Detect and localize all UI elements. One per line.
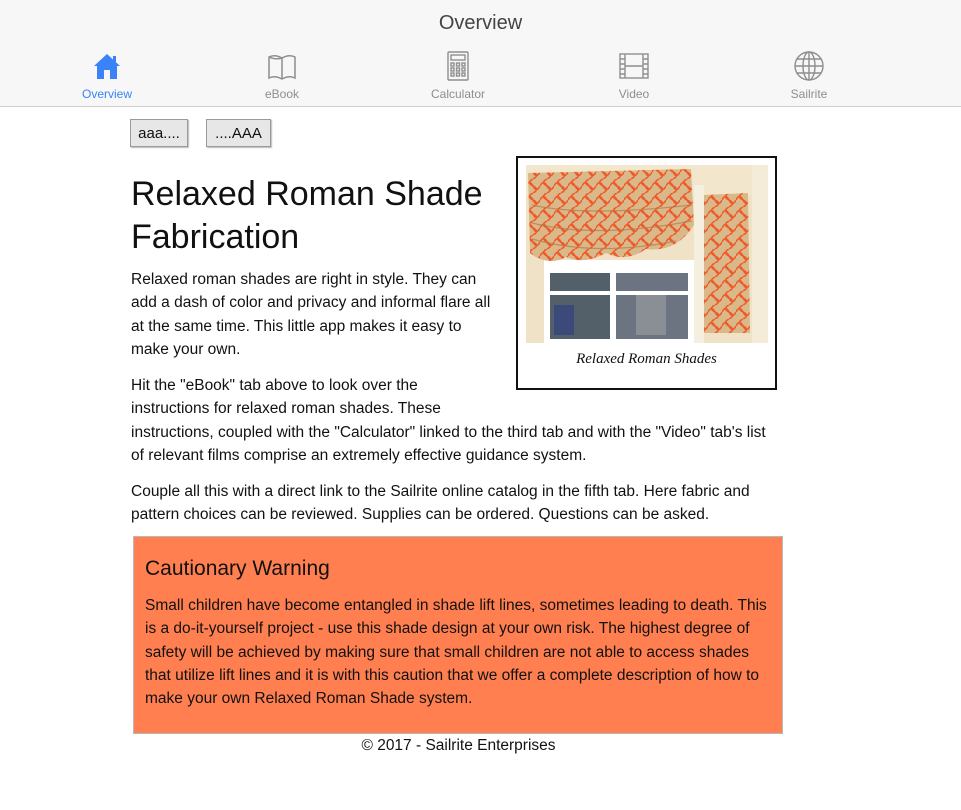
globe-icon xyxy=(793,50,825,82)
calculator-icon xyxy=(442,50,474,82)
tab-sailrite[interactable] xyxy=(749,50,869,104)
catalog-paragraph: Couple all this with a direct link to the Sailrite online catalog in the fifth tab. Here fabric and pattern choices can be reviewed. Supplies can be ordered. Questions can be asked. xyxy=(131,483,750,524)
shade-photo-figure xyxy=(516,156,777,390)
book-icon xyxy=(266,50,298,82)
instructions-paragraph-text: Hit the "eBook" tab above to look over the instructions for relaxed roman shades. These instructions, coupled with the "Calculator" linked to the third tab and with the "Video" tab's list of relevant films comprise an extremely effective guidance system. xyxy=(131,377,766,464)
tab-label: Overview xyxy=(81,87,132,101)
intro-paragraph: Relaxed roman shades are right in style. They can add a dash of color and privacy and informal flare all at the same time. This little app makes it easy to make your own. xyxy=(131,271,491,358)
tab-label: Sailrite xyxy=(790,87,828,101)
instructions-paragraph xyxy=(131,374,771,467)
tab-calculator[interactable] xyxy=(398,50,518,104)
tab-overview[interactable] xyxy=(47,50,167,104)
warning-title: Cautionary Warning xyxy=(145,557,330,580)
copyright-footer: © 2017 - Sailrite Enterprises xyxy=(361,737,556,754)
film-icon xyxy=(618,50,650,82)
tab-label: eBook xyxy=(264,87,300,101)
figure-caption: Relaxed Roman Shades xyxy=(576,351,717,367)
decrease-font-button[interactable]: aaa.... xyxy=(130,119,188,147)
roman-shade-photo xyxy=(526,165,768,343)
page-title: Overview xyxy=(438,12,523,34)
warning-body: Small children have become entangled in shade lift lines, sometimes leading to death. This is a do-it-yourself project - use this shade design at your own risk. The highest degree of safety will be achieved by making sure that small children are not able to access shades that utilize lift lines and it is with this caution that we offer a complete description of how to make your own Relaxed Roman Shade system. xyxy=(145,597,767,708)
tab-label: Calculator xyxy=(430,87,486,101)
tab-label: Video xyxy=(618,87,650,101)
figure-wrap-spacer xyxy=(473,374,771,416)
article-title: Relaxed Roman Shade Fabrication xyxy=(131,175,483,256)
increase-font-button[interactable]: ....AAA xyxy=(206,119,271,147)
top-navigation-bar xyxy=(0,0,961,107)
tab-video[interactable] xyxy=(574,50,694,104)
home-icon xyxy=(91,50,123,82)
tab-ebook[interactable] xyxy=(222,50,342,104)
caution-warning-box xyxy=(133,536,783,734)
